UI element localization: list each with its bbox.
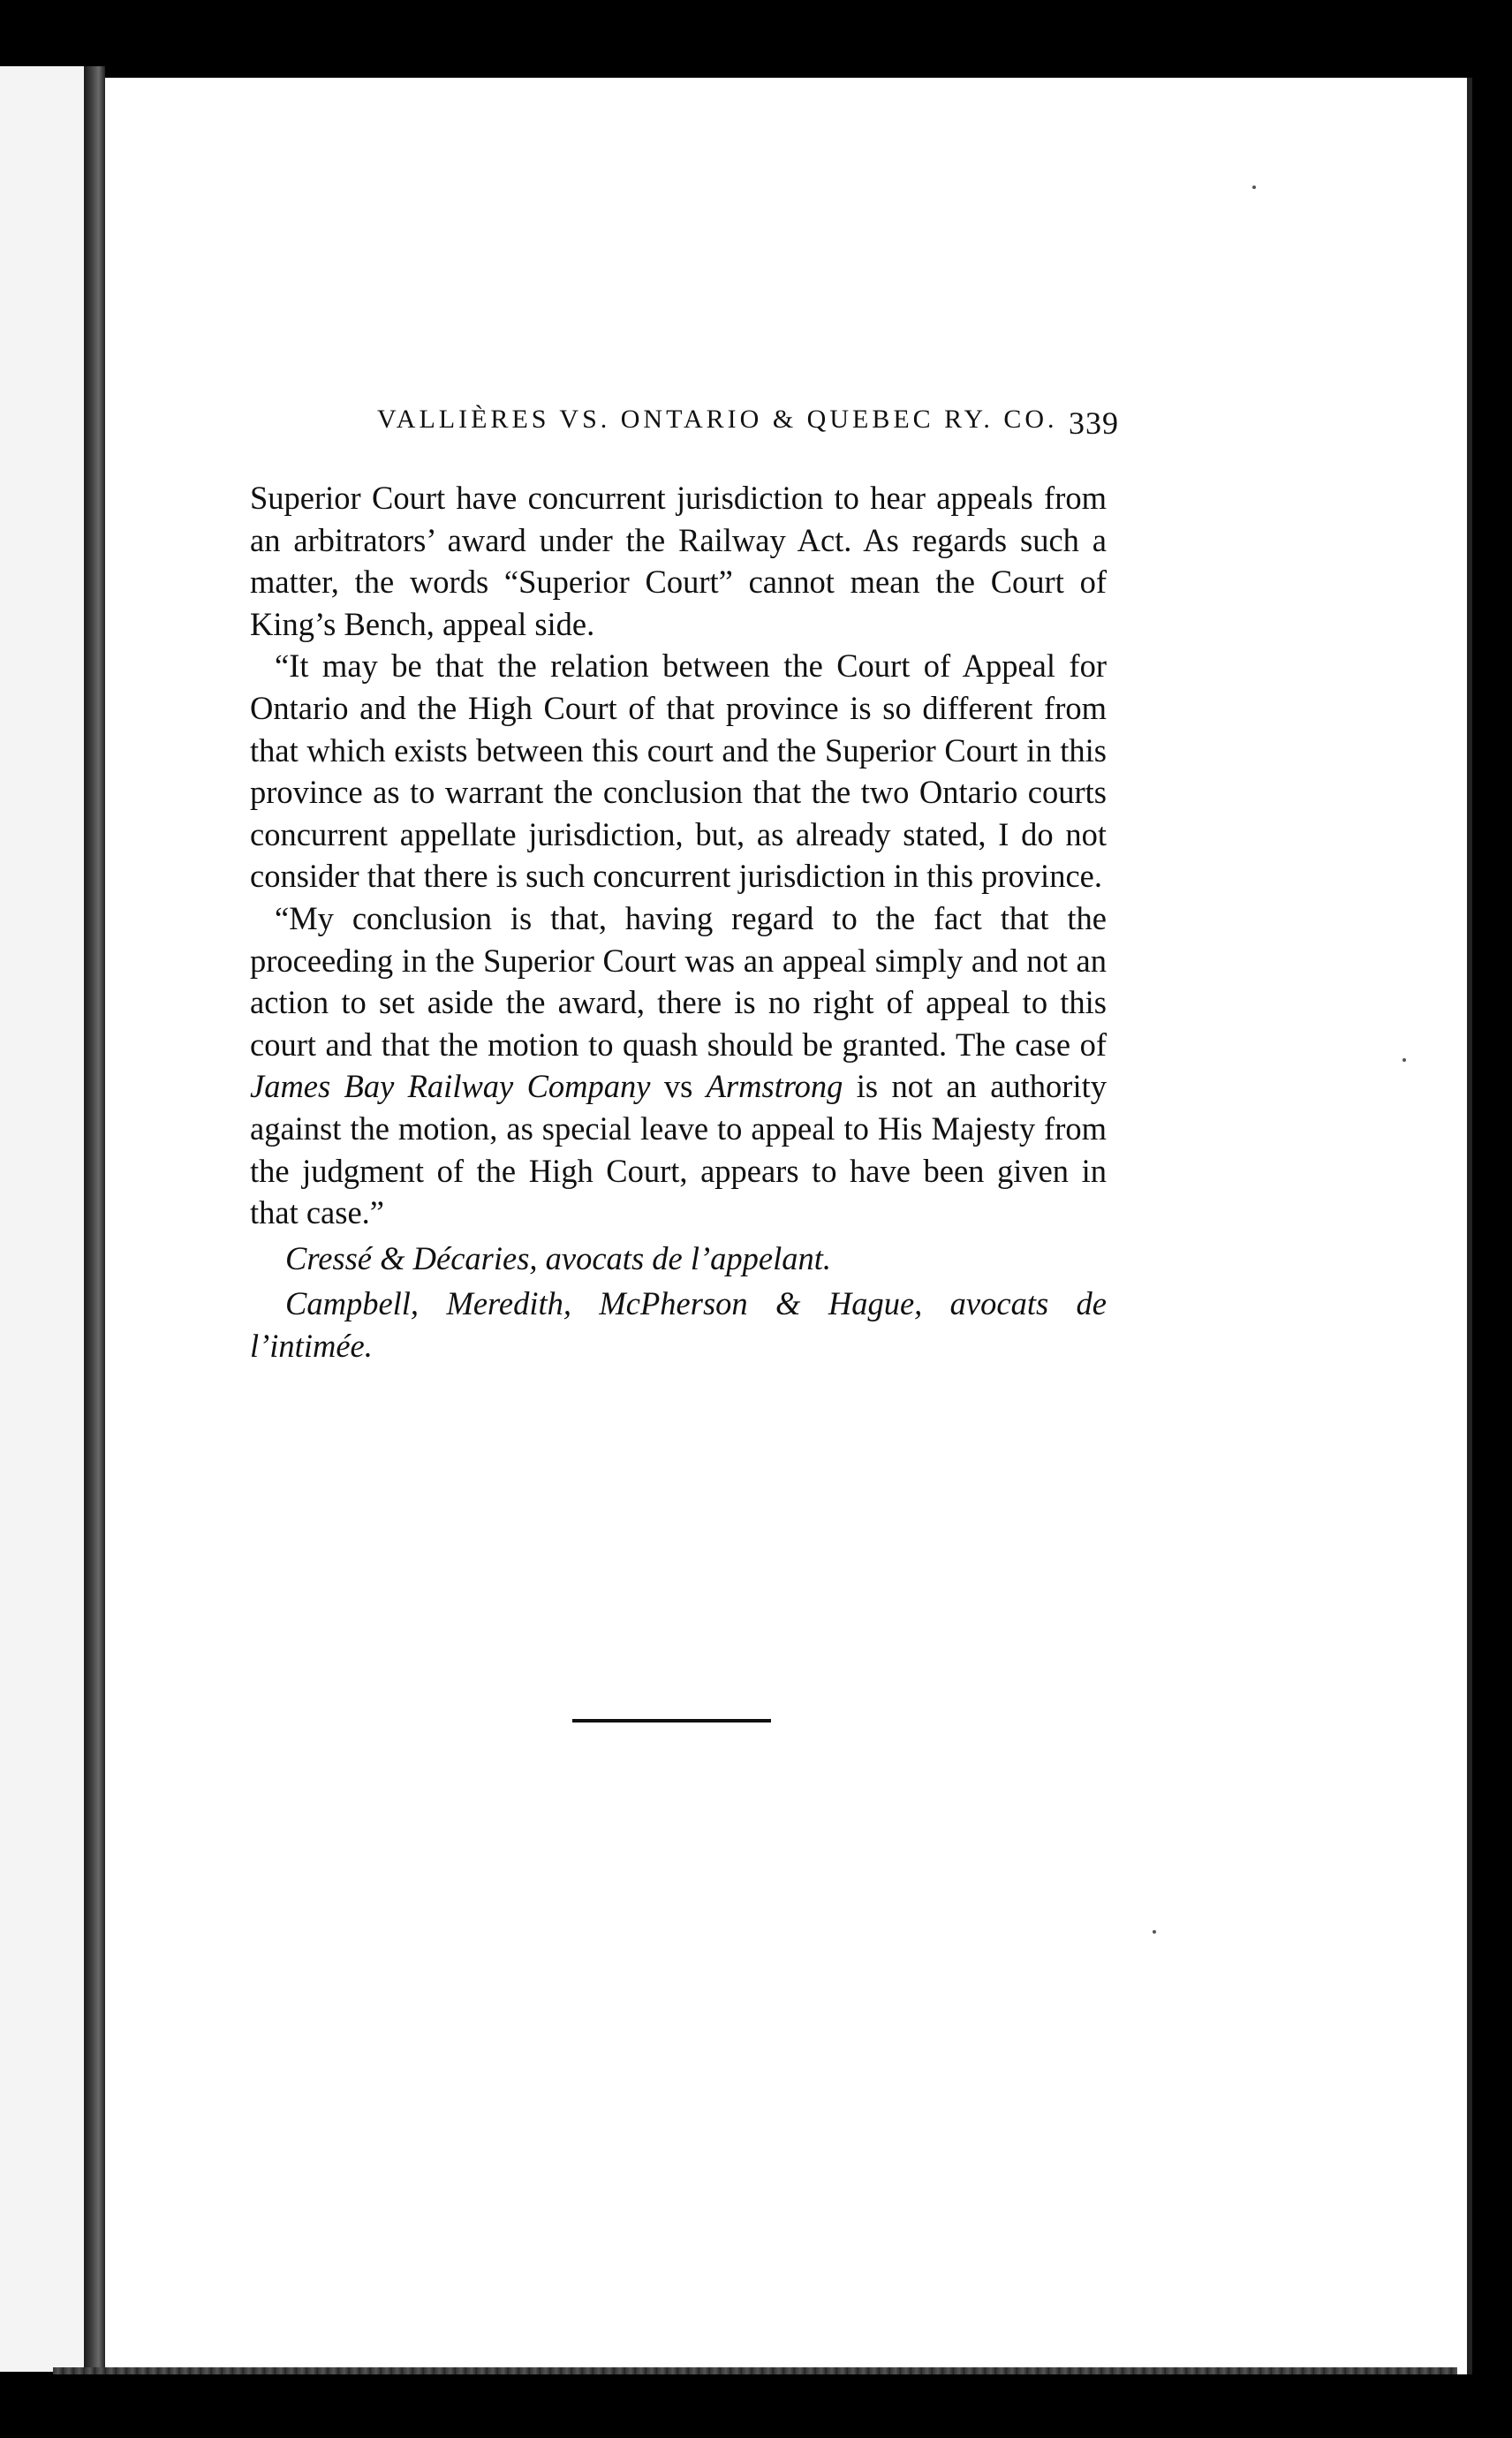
page-number: 339: [1069, 405, 1119, 441]
paragraph-1: Superior Court have concurrent jurisdiction to hear appeals from an arbitrators’ award under the Railway Act. As regards such a matter, the words “Superior Court” cannot mean the Court of King’s Bench, appeal side.: [250, 480, 1107, 642]
end-rule: [572, 1719, 771, 1722]
case-name: James Bay Railway Company: [250, 1068, 651, 1105]
paragraph-3: [250, 897, 1107, 1234]
speck: [1402, 1058, 1406, 1062]
speck: [1153, 1930, 1156, 1934]
running-head: VALLIÈRES VS. ONTARIO & QUEBEC RY. CO.: [377, 405, 1058, 434]
speck: [1252, 186, 1256, 189]
appellant-counsel: Cressé & Décaries, avocats de l’appelant.: [285, 1239, 832, 1276]
page-header: [377, 405, 1119, 449]
adjacent-page-edge: [0, 66, 84, 2372]
respondent-counsel: Campbell, Meredith, McPherson & Hague, avocats de l’intimée.: [250, 1285, 1107, 1364]
paragraph-3-text-c: is not an authority against the motion, as special leave to appeal to His Majesty from the judgment of the High Court, appears to have been given in that case.”: [250, 1068, 1107, 1231]
paragraph-3-text-b: vs: [650, 1068, 707, 1105]
book-gutter: [84, 66, 105, 2372]
paragraph-2: “It may be that the relation between the Court of Appeal for Ontario and the High Court of that province is so different from that which exists between this court and the Superior Court in this province as to warrant the conclusion that the two Ontario courts concurrent appellate jurisdiction, but, as already stated, I do not consider that there is such concurrent jurisdiction in this province.: [250, 647, 1107, 895]
body-text: [250, 477, 1107, 1367]
case-name-2: Armstrong: [706, 1068, 843, 1105]
page-bottom-edge: [53, 2367, 1457, 2374]
paragraph-3-text-a: “My conclusion is that, having regard to the fact that the proceeding in the Superior Court was an appeal simply and not an action to set aside the award, there is no right of appeal to this court and that the motion to quash should be granted. The case of: [250, 899, 1107, 1063]
